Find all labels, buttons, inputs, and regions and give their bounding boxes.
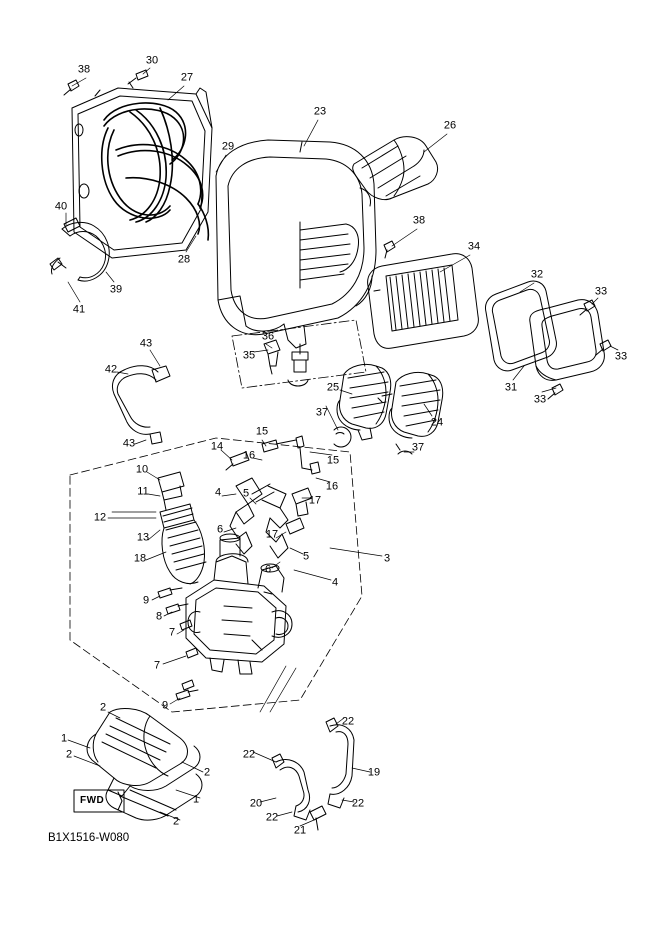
- callout-number: 8: [155, 610, 163, 623]
- callout-number: 9: [142, 594, 150, 607]
- part-19-hose: [326, 715, 355, 808]
- callout-number: 43: [139, 337, 153, 350]
- part-27-case-cover: [72, 88, 212, 258]
- callout-number: 2: [203, 766, 211, 779]
- callout-number: 15: [255, 425, 269, 438]
- callout-number: 2: [172, 815, 180, 828]
- callout-number: 33: [594, 285, 608, 298]
- part-35-36-sensor: [264, 340, 280, 374]
- callout-number: 5: [242, 487, 250, 500]
- callout-number: 22: [242, 748, 256, 761]
- callout-number: 3: [383, 552, 391, 565]
- part-31-case-lid: [530, 300, 605, 381]
- callout-number: 34: [467, 240, 481, 253]
- callout-number: 9: [161, 699, 169, 712]
- callout-number: 20: [249, 797, 263, 810]
- callout-number: 29: [221, 140, 235, 153]
- callout-number: 26: [443, 119, 457, 132]
- part-37-clips: [334, 427, 412, 454]
- callout-number: 22: [351, 797, 365, 810]
- callout-number: 12: [93, 511, 107, 524]
- callout-number: 30: [145, 54, 159, 67]
- callout-number: 7: [168, 626, 176, 639]
- part-1-2-manifold-joints: [87, 709, 202, 821]
- callout-number: 16: [242, 449, 256, 462]
- callout-number: 43: [122, 437, 136, 450]
- callout-number: 5: [302, 550, 310, 563]
- part-40-clamp: [64, 218, 80, 232]
- callout-number: 38: [412, 214, 426, 227]
- part-25-intake-joint: [337, 364, 391, 440]
- callout-number: 2: [99, 701, 107, 714]
- part-39-breather-hose: [51, 222, 109, 281]
- part-42-fuel-hose: [112, 366, 170, 444]
- callout-number: 22: [341, 715, 355, 728]
- callout-number: 15: [326, 454, 340, 467]
- callout-number: 2: [65, 748, 73, 761]
- callout-number: 31: [504, 381, 518, 394]
- diagram-part-code: B1X1516-W080: [48, 832, 130, 844]
- callout-number: 1: [192, 793, 200, 806]
- part-20-21-22-hose: [272, 754, 326, 830]
- callout-number: 37: [315, 406, 329, 419]
- callout-number: 14: [210, 440, 224, 453]
- part-38-bolt-upper: [64, 80, 79, 95]
- callout-number: 32: [530, 268, 544, 281]
- callout-number: 4: [214, 486, 222, 499]
- callout-number: 40: [54, 200, 68, 213]
- part-4-5-6-injectors: [230, 478, 288, 558]
- callout-number: 11: [137, 485, 149, 498]
- part-14-15-16-fasteners: [226, 436, 320, 474]
- callout-number: 42: [104, 363, 118, 376]
- callout-number: 13: [136, 531, 150, 544]
- part-38-bolt-filter: [384, 241, 395, 258]
- callout-number: 4: [331, 576, 339, 589]
- callout-number: 38: [77, 63, 91, 76]
- callout-number: 41: [72, 303, 86, 316]
- callout-number: 10: [135, 463, 149, 476]
- part-34-air-filter-element: [368, 254, 479, 349]
- part-29-tube-frame: [102, 103, 209, 240]
- callout-number: 17: [308, 494, 322, 507]
- callout-number: 1: [60, 732, 68, 745]
- callout-number: 39: [109, 283, 123, 296]
- callout-number: 37: [411, 441, 425, 454]
- callout-number: 16: [325, 480, 339, 493]
- callout-number: 18: [133, 552, 147, 565]
- callout-number: 27: [180, 71, 194, 84]
- callout-number: 6: [264, 563, 272, 576]
- callout-number: 35: [242, 349, 256, 362]
- part-32-seal: [485, 281, 556, 371]
- part-23-air-cleaner-case: [216, 140, 376, 386]
- callout-number: 28: [177, 253, 191, 266]
- callout-number: 33: [533, 393, 547, 406]
- callout-number: 23: [313, 105, 327, 118]
- callout-number: 22: [265, 811, 279, 824]
- callout-number: 24: [430, 416, 444, 429]
- part-10-18-intake-funnel: [158, 472, 206, 584]
- fwd-direction-label: FWD: [80, 795, 105, 806]
- callout-number: 19: [367, 766, 381, 779]
- callout-number: 21: [293, 824, 307, 837]
- callout-number: 36: [261, 330, 275, 343]
- callout-number: 25: [326, 381, 340, 394]
- callout-number: 33: [614, 350, 628, 363]
- callout-number: 6: [216, 523, 224, 536]
- callout-number: 7: [153, 659, 161, 672]
- callout-number: 17: [265, 528, 279, 541]
